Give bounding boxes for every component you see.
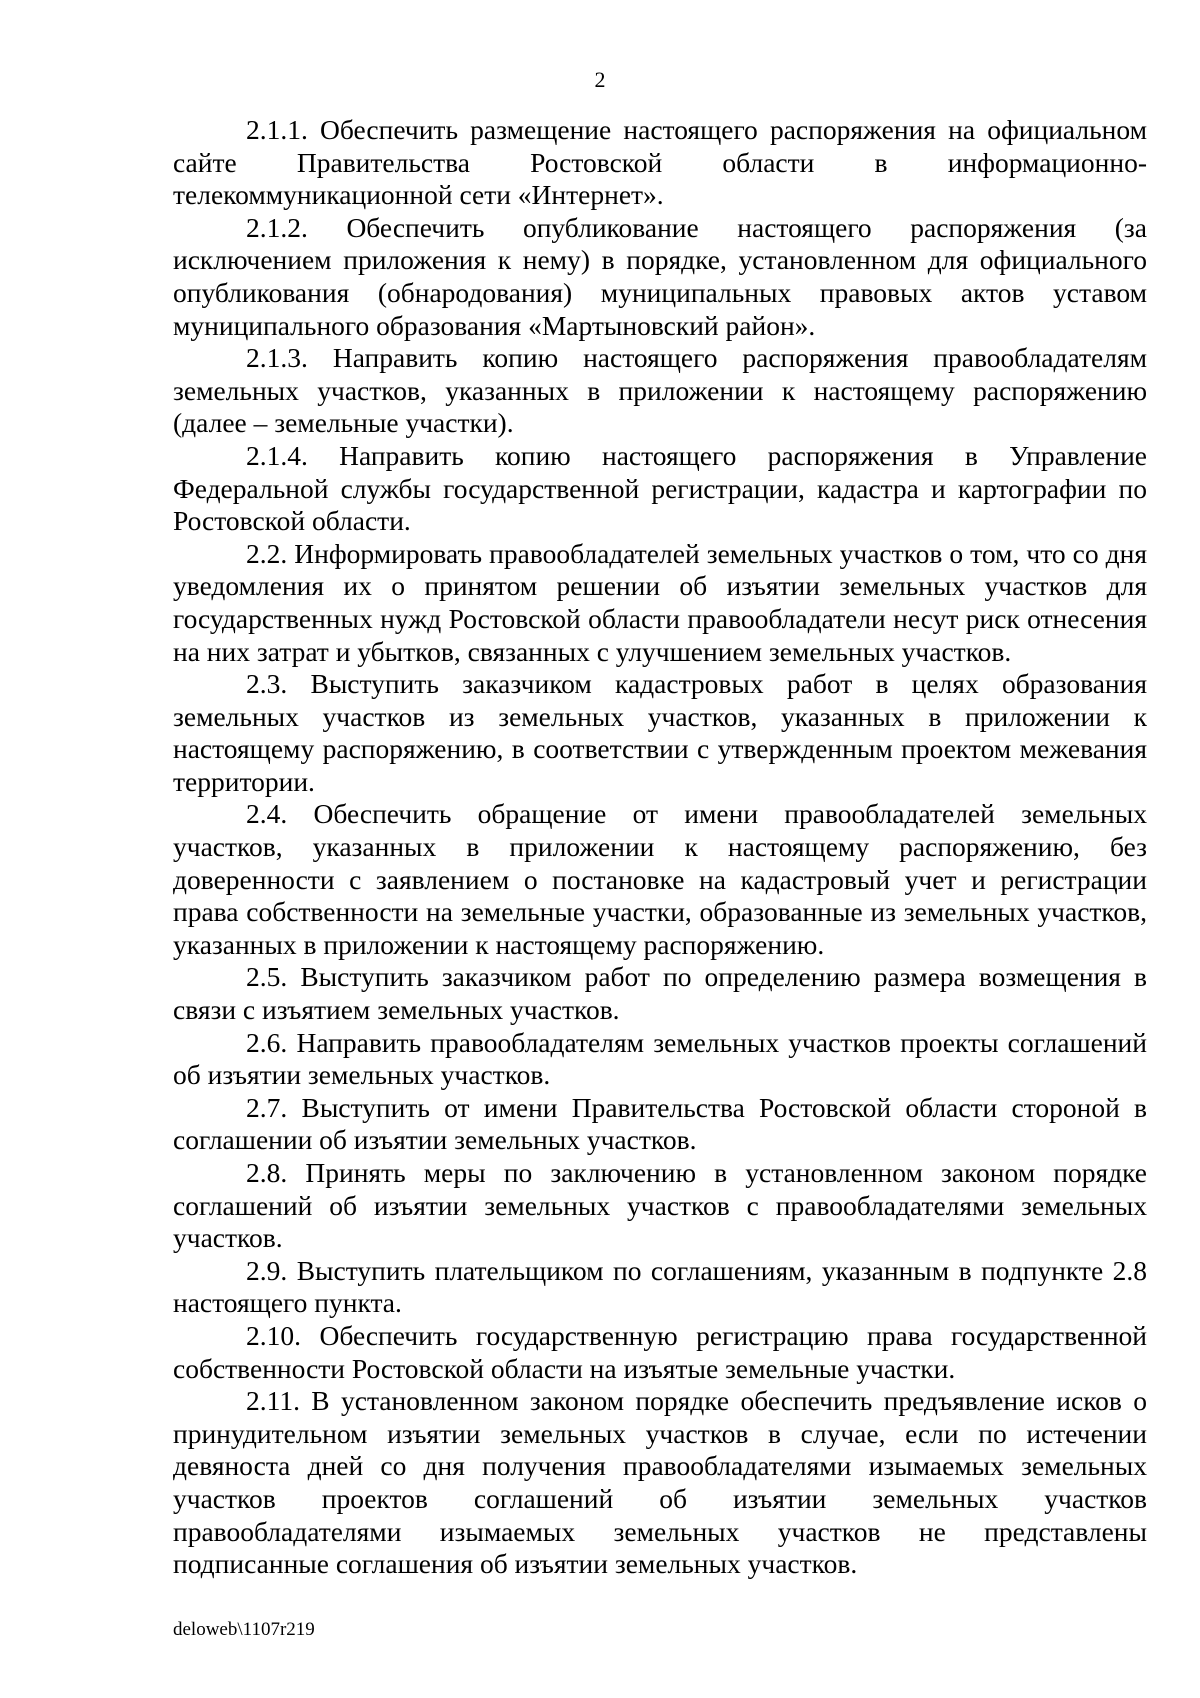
paragraph-2-3: 2.3. Выступить заказчиком кадастровых работ в целях образования земельных участков из земельных участков, указанных в приложении к настоящему распоряжению, в соответствии с утвержденным проектом межевания территории. <box>173 668 1147 797</box>
paragraph-2-10: 2.10. Обеспечить государственную регистрацию права государственной собственности Ростовской области на изъятые земельные участки. <box>173 1319 1147 1384</box>
paragraph-2-4: 2.4. Обеспечить обращение от имени правообладателей земельных участков, указанных в приложении к настоящему распоряжению, без доверенности с заявлением о постановке на кадастровый учет и регистрации права собственности на земельные участки, образованные из земельных участков, указанных в приложении к настоящему распоряжению. <box>173 798 1147 960</box>
paragraph-2-1-2: 2.1.2. Обеспечить опубликование настоящего распоряжения (за исключением приложения к нему) в порядке, установленном для официального опубликования (обнародования) муниципальных правовых актов уставом муниципального образования «Мартыновский район». <box>173 211 1147 341</box>
paragraph-2-1-1: 2.1.1. Обеспечить размещение настоящего распоряжения на официальном сайте Правительства Ростовской области в информационно-телекоммуникационной сети «Интернет». <box>173 114 1147 211</box>
paragraph-2-7: 2.7. Выступить от имени Правительства Ростовской области стороной в соглашении об изъятии земельных участков. <box>173 1091 1147 1156</box>
paragraph-2-1-3: 2.1.3. Направить копию настоящего распоряжения правообладателям земельных участков, указанных в приложении к настоящему распоряжению (далее – земельные участки). <box>173 342 1147 439</box>
paragraph-2-6: 2.6. Направить правообладателям земельных участков проекты соглашений об изъятии земельных участков. <box>173 1026 1147 1091</box>
paragraph-2-1-4: 2.1.4. Направить копию настоящего распоряжения в Управление Федеральной службы государственной регистрации, кадастра и картографии по Ростовской области. <box>173 439 1147 537</box>
paragraph-2-5: 2.5. Выступить заказчиком работ по определению размера возмещения в связи с изъятием земельных участков. <box>173 961 1147 1026</box>
paragraph-2-8: 2.8. Принять меры по заключению в установленном законом порядке соглашений об изъятии земельных участков с правообладателями земельных участков. <box>173 1157 1147 1254</box>
paragraph-2-11: 2.11. В установленном законом порядке обеспечить предъявление исков о принудительном изъятии земельных участков в случае, если по истечении девяноста дней со дня получения правообладателями изымаемых земельных участков проектов соглашений об изъятии земельных участков правообладателями изымаемых земельных участков не представлены подписанные соглашения об изъятии земельных участков. <box>173 1385 1147 1580</box>
document-body <box>173 114 1147 1581</box>
paragraph-2-9: 2.9. Выступить плательщиком по соглашениям, указанным в подпункте 2.8 настоящего пункта. <box>173 1254 1147 1319</box>
page-number: 2 <box>594 67 606 92</box>
document-code: deloweb\1107r219 <box>173 1619 315 1640</box>
paragraph-2-2: 2.2. Информировать правообладателей земельных участков о том, что со дня уведомления их о принятом решении об изъятии земельных участков для государственных нужд Ростовской области правообладатели несут риск отнесения на них затрат и убытков, связанных с улучшением земельных участков. <box>173 537 1147 667</box>
